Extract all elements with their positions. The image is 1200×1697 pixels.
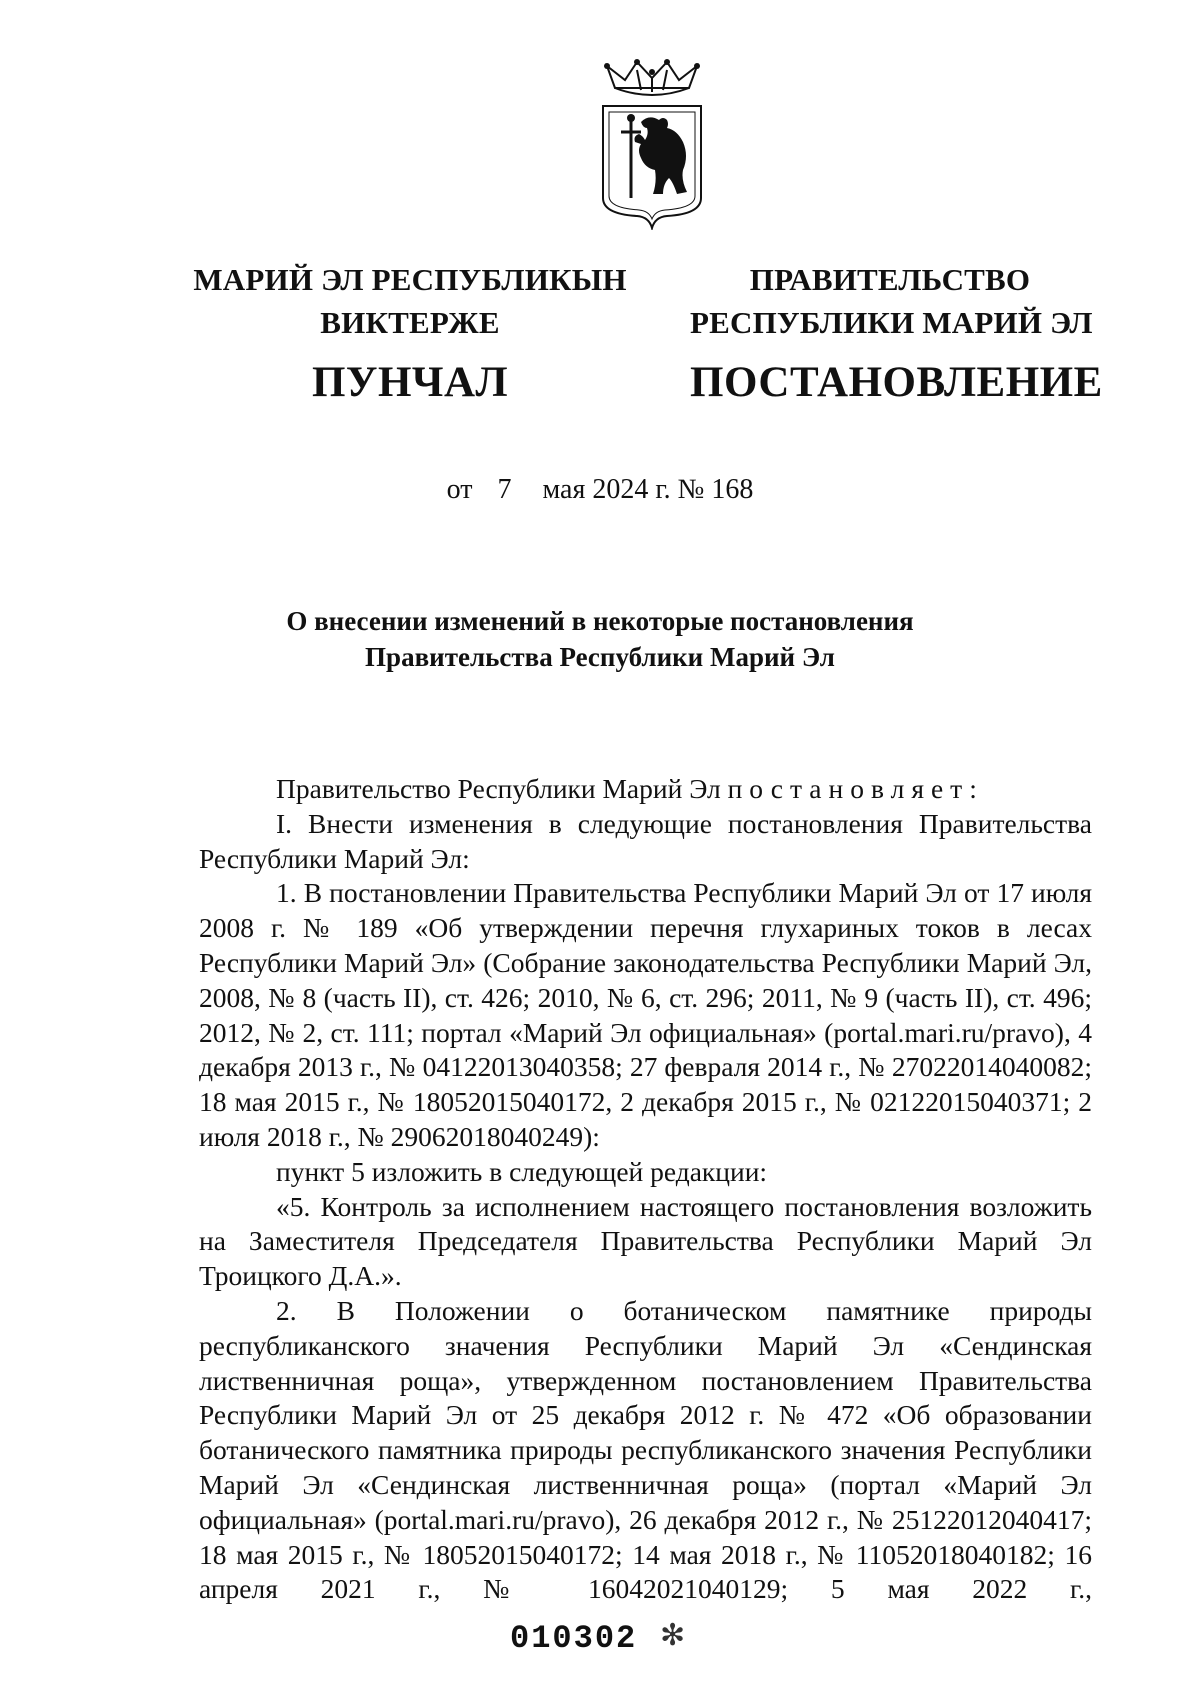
body-paragraph-2-line2: Республики Марий Эл: [199,842,470,874]
header-right-line1: ПРАВИТЕЛЬСТВО [749,262,1031,297]
title-line1: О внесении изменений в некоторые постановления [286,606,914,636]
body-paragraph-5: «5. Контроль за исполнением настоящего постановления возложить на Заместителя Председателя Правительства Республики Марий Эл Троицкого Д.А.». [199,1190,1092,1292]
header-right-doc-type: ПОСТАНОВЛЕНИЕ [690,359,1103,406]
header-left-doc-type: ПУНЧАЛ [311,359,509,406]
body-p1-verb: постановляет: [727,773,984,804]
date-day: 7 [497,474,512,505]
title-line2: Правительства Республики Марий Эл [365,642,835,672]
body-paragraph-6: 2. В Положении о ботаническом памятнике природы республиканского значения Республики Марий Эл «Сендинская лиственничная роща», утвержденном постановлением Правительства Республики Марий Эл от 25 декабря 2012 г. № 472 «Об образовании ботанического памятника природы республиканского значения Республики Марий Эл «Сендинская лиственничная роща» (портал «Марий Эл официальная» (portal.mari.ru/pravo), 26 декабря 2012 г., № 25122012040417; 18 мая 2015 г., № 18052015040172; 14 мая 2018 г., № 11052018040182; 16 апреля 2021 г., № 16042021040129; 5 мая 2022 г., [199,1294,1092,1605]
header-left-block [190,258,630,408]
date-rest: мая 2024 г. № 168 [542,474,754,505]
header-left-line2: ВИКТЕРЖЕ [320,305,500,340]
body-paragraph-3: 1. В постановлении Правительства Республики Марий Эл от 17 июля 2008 г. № 189 «Об утверждении перечня глухариных токов в лесах Республики Марий Эл» (Собрание законодательства Республики Марий Эл, 2008, № 8 (часть II), ст. 426; 2010, № 6, ст. 296; 2011, № 9 (часть II), ст. 496; 2012, № 2, ст. 111; портал «Марий Эл официальная» (portal.mari.ru/pravo), 4 декабря 2013 г., № 04122013040358; 27 февраля 2014 г., № 27022014040082; 18 мая 2015 г., № 18052015040172, 2 декабря 2015 г., № 02122015040371; 2 июля 2018 г., № 29062018040249): [199,877,1092,1152]
coat-of-arms-icon [597,58,707,230]
document-body [199,772,1092,1607]
document-title [0,603,1200,675]
header-left-line1: МАРИЙ ЭЛ РЕСПУБЛИКЫН [193,262,627,297]
header-right-line2: РЕСПУБЛИКИ МАРИЙ ЭЛ [690,305,1093,340]
body-paragraph-4: пункт 5 изложить в следующей редакции: [276,1155,768,1187]
header-right-block [690,258,1103,408]
asterisk-stamp-icon: ✻ [660,1619,686,1652]
document-serial-number: 010302 [510,1620,638,1657]
date-prefix: от [446,474,473,505]
body-paragraph-2-line1: I. Внести изменения в следующие постановления Правительства [276,807,1092,839]
body-paragraph-1 [199,772,1092,807]
document-date-line [0,474,1200,506]
body-p1-subject: Правительство Республики Марий Эл [276,773,721,804]
